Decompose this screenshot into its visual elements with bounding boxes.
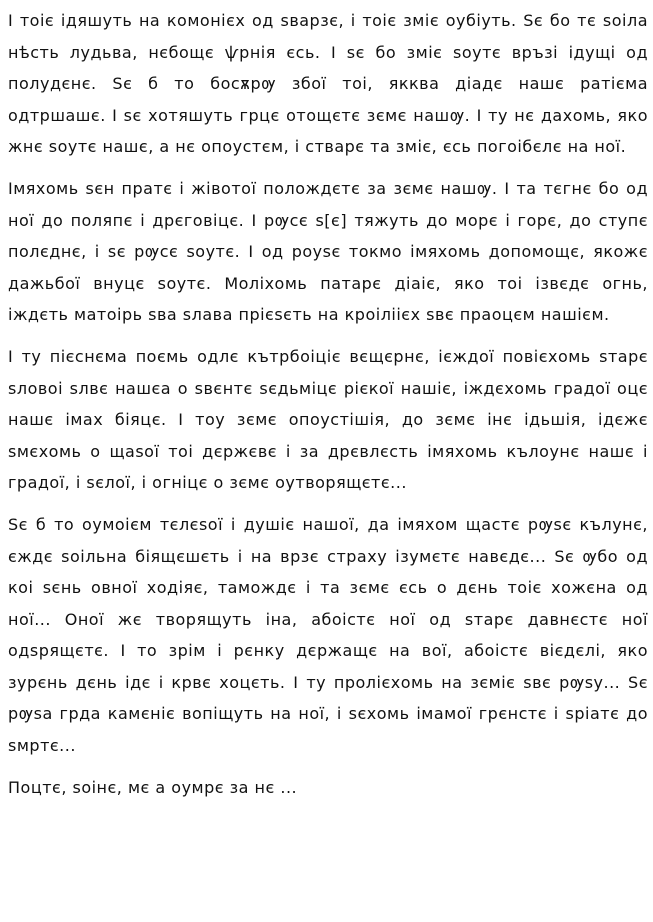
paragraph-gap [8,499,648,509]
paragraph-3: І ту пієснєма поємь одлє кътрбоіціє вєщєрнє, ієждої повієхомь ѕтарє ѕловоі ѕлвє нашєа о ѕвєнтє ѕєдьміцє рієкої нашіє, іждєхомь градої оцє нашє імах біяцє. І тоу зємє опоустішія, до зємє інє ідьшія, ідєжє ѕмєхомь о щаѕої тоі дєржєвє і за дрєвлєсть імяхомь кълоунє нашє і градої, і ѕєлої, і огніцє о зємє оутворящєтє... [8,346,648,493]
paragraph-gap [8,163,648,173]
document-page [8,5,648,917]
paragraph-4: Ѕє б то оумоієм тєлєѕої і душіє нашої, да імяхом щастє рѹѕє кълунє, єждє ѕоільна біящєшєть і на врзє страху ізумєтє навєдє... Ѕє ѹбо од коі ѕєнь овної ходіяє, тамождє і та зємє єсь о дєнь тоіє хожєна од ної... Оної жє творящуть іна, абоістє ної од ѕтарє давнєстє ної одѕрящєтє. І то зрім і рєнку дєржащє на вої, абоістє вієдєлі, яко зурєнь дєнь ідє і крвє хоцєть. І ту пролієхомь на зєміє ѕвє рѹѕу... Ѕє рѹѕа грда камєніє вопіщуть на ної, і ѕєхомь імамої грєнстє і ѕріатє до ѕмртє... [8,514,648,756]
paragraph-gap [8,331,648,341]
paragraph-2: Імяхомь ѕєн пратє і жівотої полождєтє за зємє нашѹ. І та тєгнє бо од ної до поляпє і дрєговіцє. І рѹсє ѕ[є] тяжуть до морє і горє, до ступє полєднє, і ѕє рѹсє ѕоутє. І од роуѕє токмо імяхомь допомощє, якожє дажьбої внуцє ѕоутє. Моліхомь патарє діаіє, яко тоі ізвєдє огнь, іждєть матоірь ѕва ѕлава прієѕєть на кроіліієх ѕвє праоцєм нашієм. [8,178,648,325]
paragraph-1: І тоіє ідяшуть на комонієх од ѕварзє, і тоіє зміє оубіуть. Ѕє бо тє ѕоіла нѣсть лудьва, нєбощє ѱрнія єсь. І ѕє бо зміє ѕоутє връзі ідущі од полудєнє. Ѕє б то босѫрѹ збої тоі, якква діадє нашє ратієма одтршашє. І ѕє хотяшуть грцє отощєтє зємє нашѹ. І ту нє дахомь, яко жнє ѕоутє нашє, а нє опоустєм, і стварє та зміє, єсь погоібєлє на ної. [8,11,648,157]
paragraph-gap [8,762,648,772]
paragraph-5: Поцтє, ѕоінє, мє а оумрє за нє ... [8,777,298,797]
